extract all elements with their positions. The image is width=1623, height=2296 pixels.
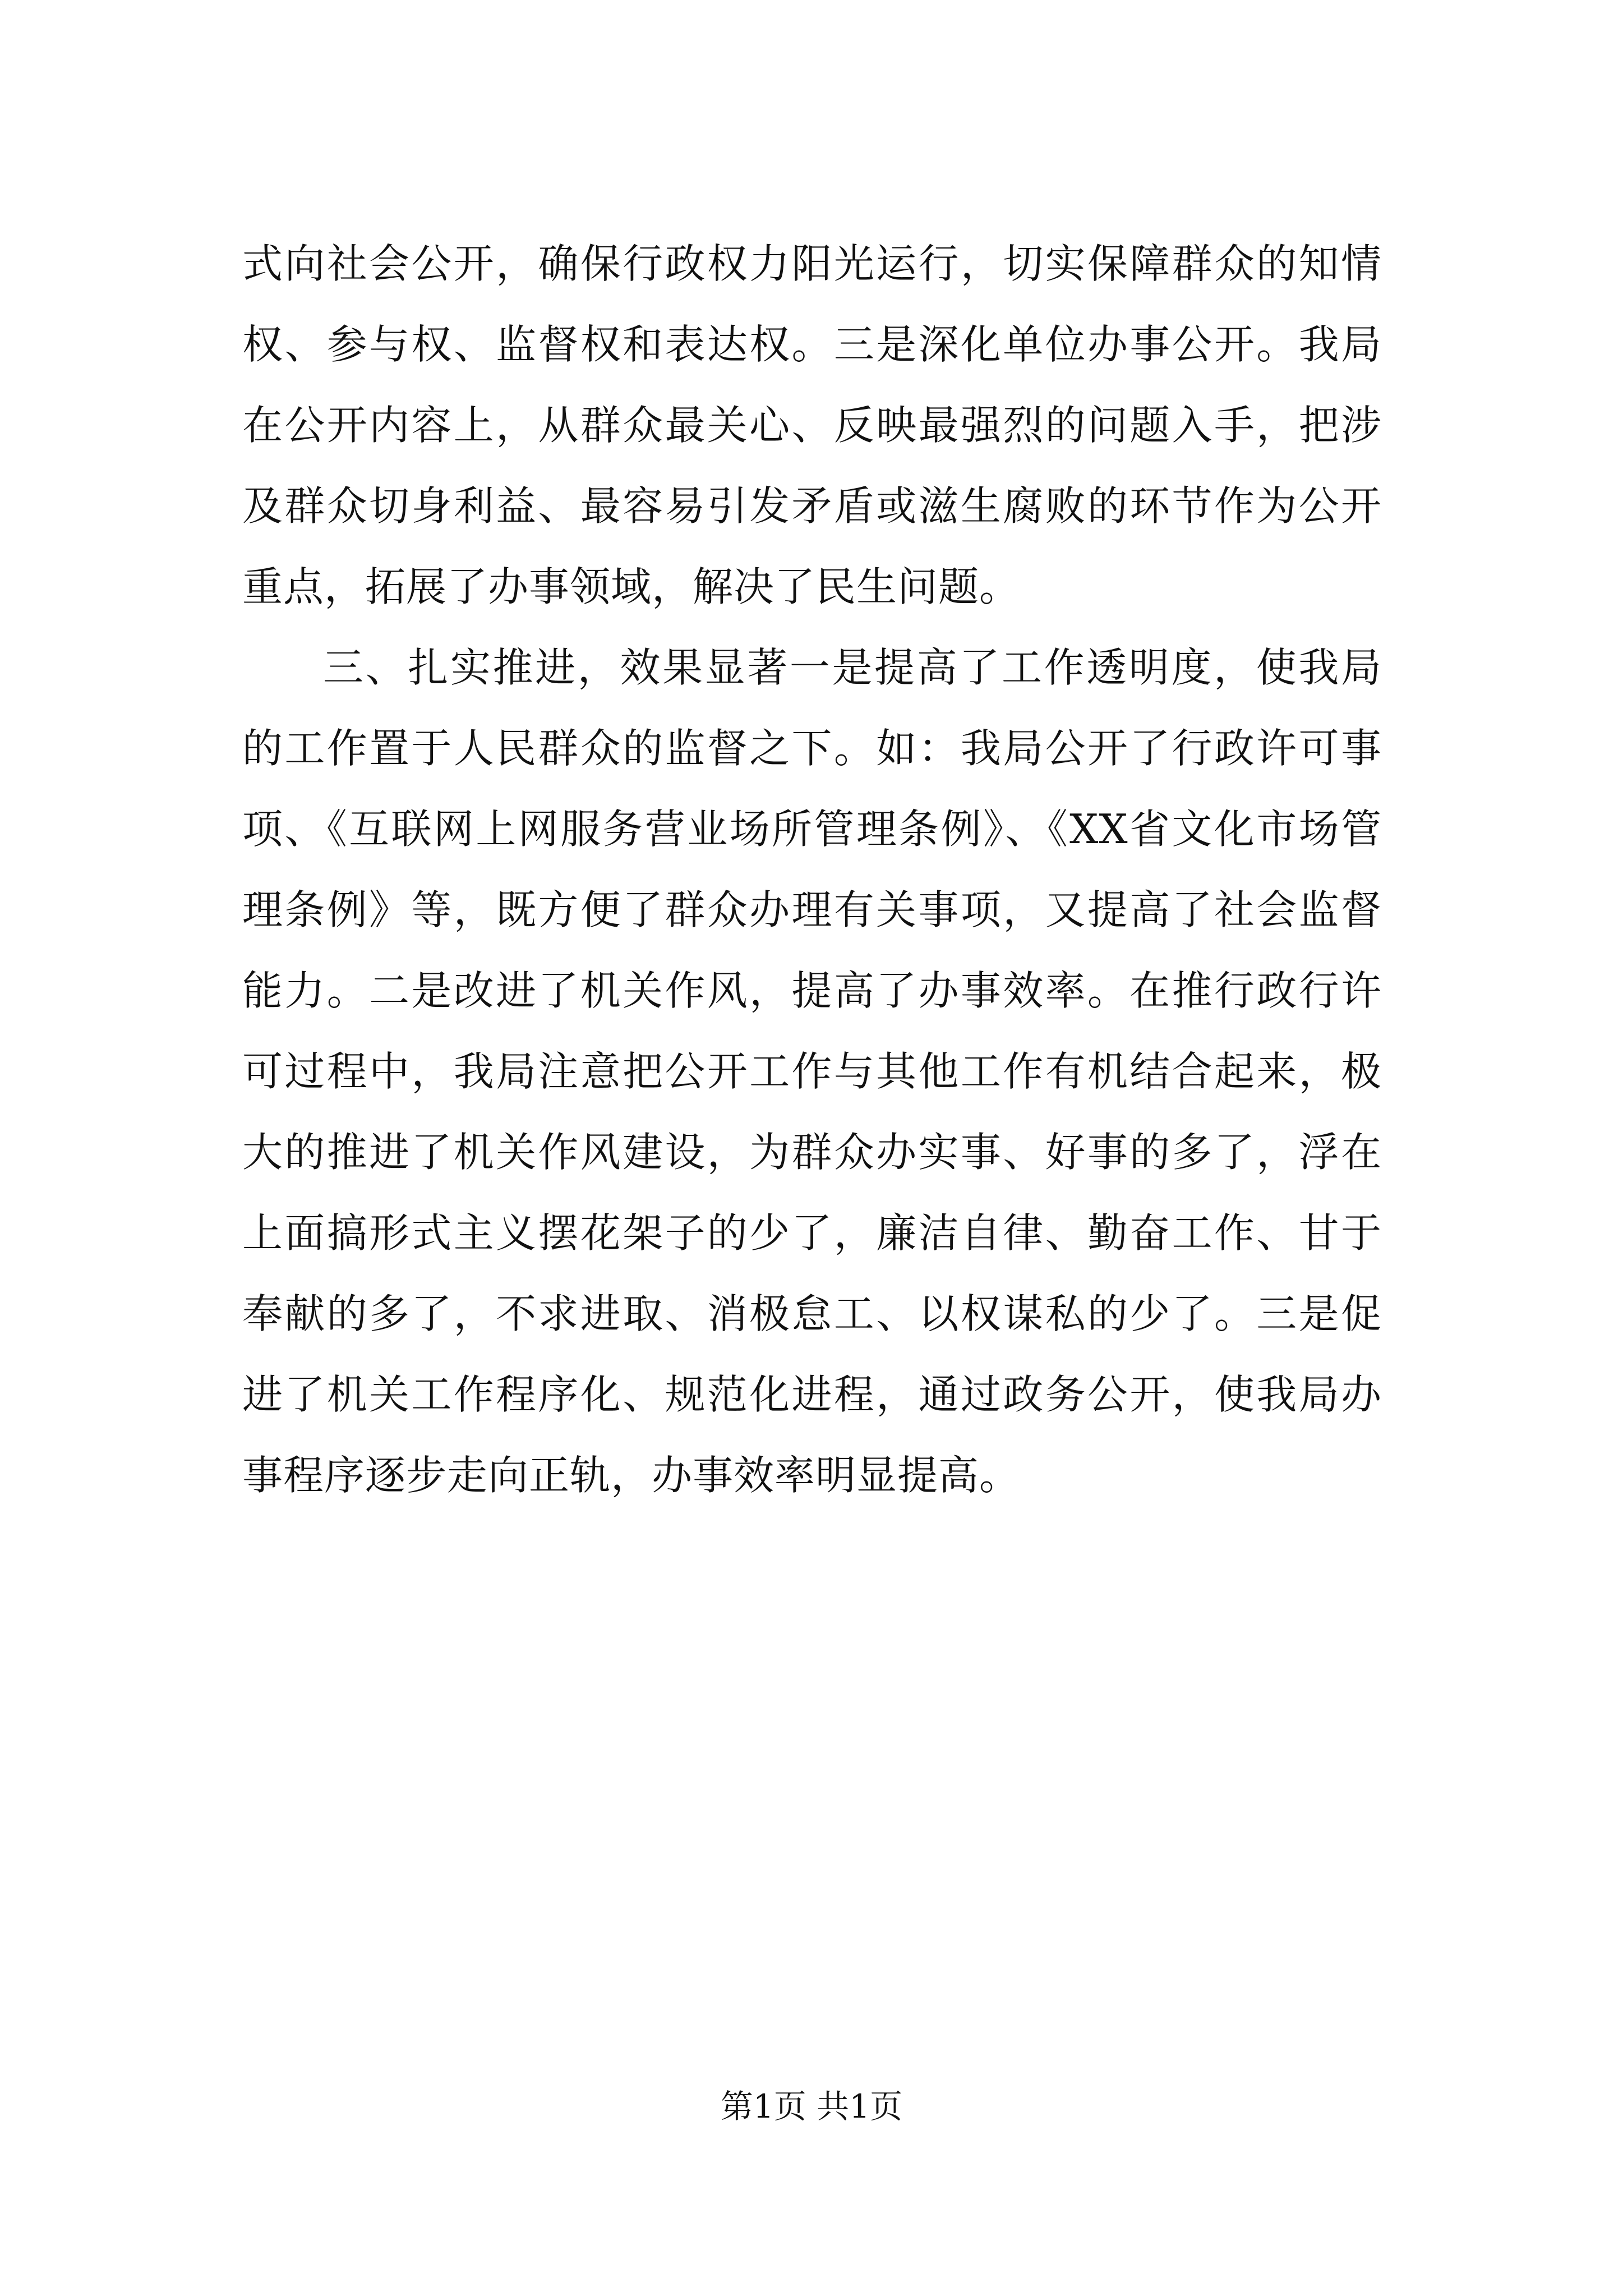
paragraph-1: 式向社会公开，确保行政权力阳光运行，切实保障群众的知情权、参与权、监督权和表达权。三是深化单位办事公开。我局在公开内容上，从群众最关心、反映最强烈的问题入手，把涉及群众切身利益、最容易引发矛盾或滋生腐败的环节作为公开重点，拓展了办事领域，解决了民生问题。: [242, 240, 1382, 610]
page-footer: 第1页 共1页: [720, 2087, 903, 2125]
document-body: [242, 223, 1382, 1516]
paragraph-2: 三、扎实推进，效果显著一是提高了工作透明度，使我局的工作置于人民群众的监督之下。如：我局公开了行政许可事项、《互联网上网服务营业场所管理条例》、《XX省文化市场管理条例》等，既方便了群众办理有关事项，又提高了社会监督能力。二是改进了机关作风，提高了办事效率。在推行政行许可过程中，我局注意把公开工作与其他工作有机结合起来，极大的推进了机关作风建设，为群众办实事、好事的多了，浮在上面搞形式主义摆花架子的少了，廉洁自律、勤奋工作、甘于奉献的多了，不求进取、消极怠工、以权谋私的少了。三是促进了机关工作程序化、规范化进程，通过政务公开，使我局办事程序逐步走向正轨，办事效率明显提高。: [242, 644, 1382, 1499]
